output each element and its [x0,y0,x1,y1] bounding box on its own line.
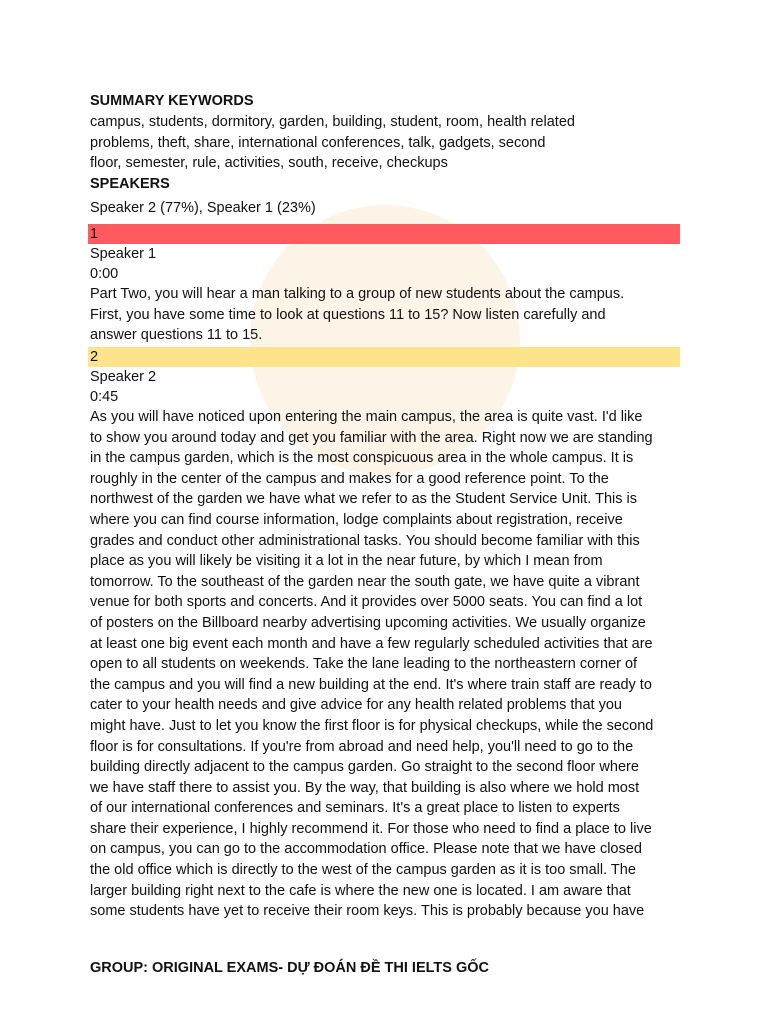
segment-1-timestamp: 0:00 [90,266,119,282]
segment-1-number-bar: 1 [88,224,680,244]
segment-1-speaker: Speaker 1 [90,246,157,262]
speakers-heading: SPEAKERS [90,176,170,192]
segment-2-speaker: Speaker 2 [90,369,157,385]
speakers-breakdown: Speaker 2 (77%), Speaker 1 (23%) [90,200,316,216]
segment-2-number-bar: 2 [88,347,680,367]
summary-keywords-list: campus, students, dormitory, garden, building, student, room, health related problems, theft, share, international conferences, talk, gadgets, second floor, semester, rule, activities, south, receive, checkups [90,114,575,172]
summary-keywords-heading: SUMMARY KEYWORDS [90,93,254,109]
segment-2-text: As you will have noticed upon entering the main campus, the area is quite vast. I'd like to show you around today and get you familiar with the area. Right now we are standing in the campus garden, which is the most conspicuous area in the whole campus. It is roughly in the center of the campus and makes for a good reference point. To the northwest of the garden we have what we refer to as the Student Service Unit. This is where you can find course information, lodge complaints about registration, receive grades and conduct other administrational tasks. You should become familiar with this place as you will likely be visiting it a lot in the near future, by which I mean from tomorrow. To the southeast of the garden near the south gate, we have quite a vibrant venue for both sports and concerts. And it provides over 5000 seats. You can find a lot of posters on the Billboard nearby advertising upcoming activities. We usually organize at least one big event each month and have a few regularly scheduled activities that are open to all students on weekends. Take the lane leading to the northeastern corner of the campus and you will find a new building at the end. It's where train staff are ready to cater to your health needs and give advice for any health related problems that you might have. Just to let you know the first floor is for physical checkups, while the second floor is for consultations. If you're from abroad and need help, you'll need to go to the building directly adjacent to the campus garden. Go straight to the second floor where we have staff there to assist you. By the way, that building is also where we hold most of our international conferences and seminars. It's a great place to listen to experts share their experience, I highly recommend it. For those who need to find a place to live on campus, you can go to the accommodation office. Please note that we have closed the old office which is directly to the west of the campus garden as it is too small. The larger building right next to the cafe is where the new one is located. I am aware that some students have yet to receive their room keys. This is probably because you have [90,409,654,920]
segment-2-timestamp: 0:45 [90,389,119,405]
segment-1-text: Part Two, you will hear a man talking to a group of new students about the campus. First, you have some time to look at questions 11 to 15? Now listen carefully and answer questions 11 to 15. [90,286,625,344]
group-footer-label: GROUP: ORIGINAL EXAMS- DỰ ĐOÁN ĐỀ THI IELTS GỐC [90,960,489,976]
